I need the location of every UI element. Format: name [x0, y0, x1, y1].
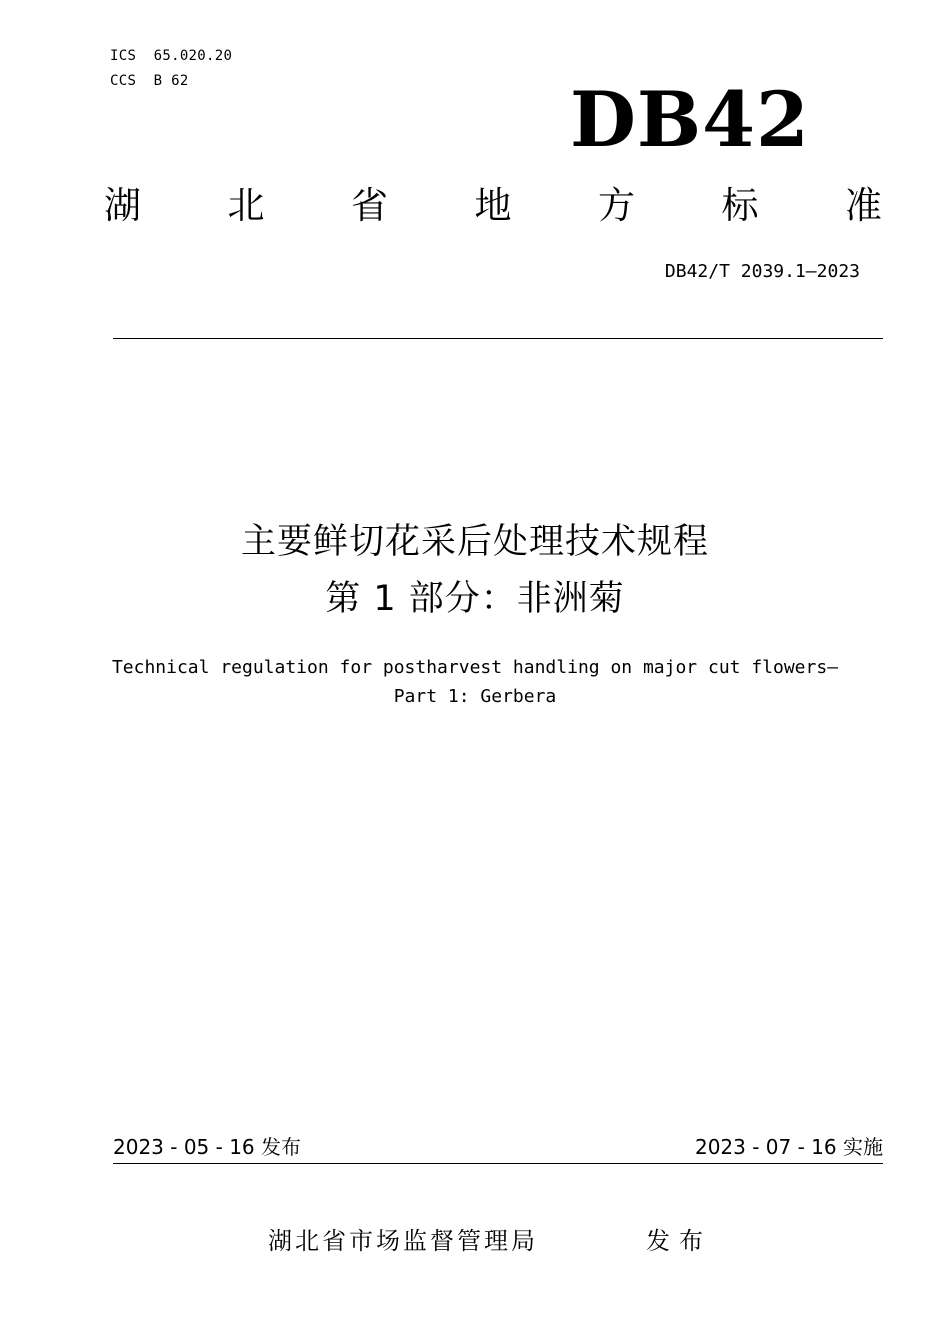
standard-type-char: 北 [227, 184, 265, 227]
top-divider [113, 338, 883, 339]
standard-type-char: 省 [351, 184, 388, 227]
implementation-date: 2023 - 07 - 16 实施 [694, 1135, 883, 1159]
title-english-line2: Part 1: Gerbera [393, 686, 557, 707]
ics-code: ICS 65.020.20 [110, 48, 233, 64]
title-chinese-line1: 主要鲜切花采后处理技术规程 [240, 522, 709, 562]
bottom-divider [113, 1163, 883, 1164]
issue-date: 2023 - 05 - 16 发布 [113, 1135, 302, 1159]
standard-type-char: 湖 [104, 184, 141, 227]
publisher-name: 湖北省市场监督管理局 [268, 1227, 538, 1255]
standard-type-heading [104, 183, 882, 229]
publish-label: 发布 [646, 1227, 712, 1255]
standard-type-char: 地 [474, 184, 512, 227]
standard-type-char: 标 [721, 184, 759, 227]
standard-number: DB42/T 2039.1—2023 [664, 261, 860, 282]
standard-code-logo: DB42 [570, 75, 810, 164]
standard-type-char: 准 [845, 184, 882, 227]
title-chinese-line2: 第 1 部分：非洲菊 [325, 579, 625, 619]
standard-type-char: 方 [598, 184, 635, 227]
title-english-line1: Technical regulation for postharvest handling on major cut flowers— [111, 657, 839, 678]
ccs-code: CCS B 62 [110, 73, 189, 89]
